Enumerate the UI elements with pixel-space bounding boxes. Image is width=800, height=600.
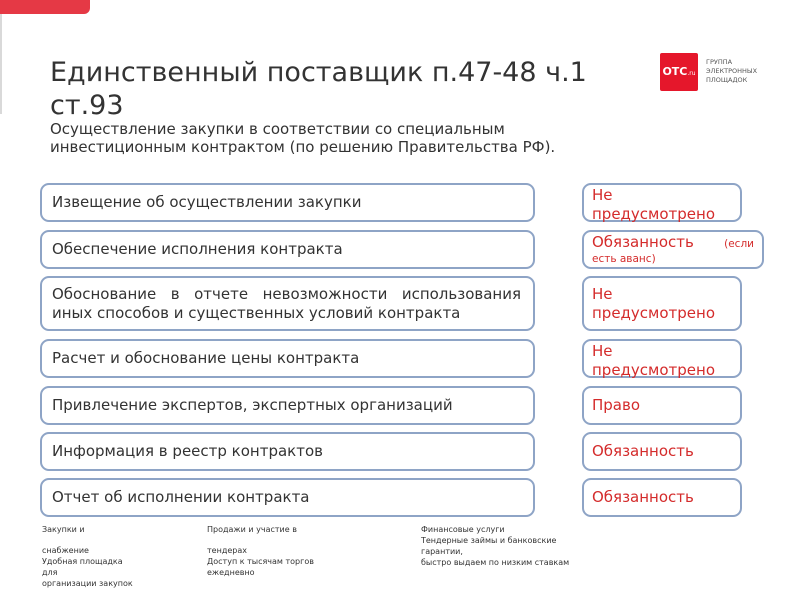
footer-sales-line4: ежедневно xyxy=(207,568,255,577)
requirement-item-execution-report xyxy=(40,478,535,517)
status-text: Не предусмотрено xyxy=(592,342,716,379)
requirement-label: Извещение об осуществлении закупки xyxy=(52,193,362,211)
footer-finance-line1: Финансовые услуги xyxy=(421,525,505,534)
status-text: Обязанность xyxy=(592,442,694,460)
logo-caption-line3: ПЛОЩАДОК xyxy=(706,76,748,84)
footer-sales-line2: тендерах xyxy=(207,546,247,555)
logo-caption-line2: ЭЛЕКТРОННЫХ xyxy=(706,67,758,75)
requirement-label: Обоснование в отчете невозможности использования иных способов и существенных условий контракта xyxy=(52,284,521,322)
requirement-item-experts xyxy=(40,386,535,425)
footer-procurement-line2: снабжение xyxy=(42,546,89,555)
logo-mark-suffix: .ru xyxy=(687,70,696,77)
status-text: Обязанность xyxy=(592,488,694,506)
corner-accent-tab xyxy=(0,0,90,14)
requirement-item-performance-security xyxy=(40,230,535,269)
footer-procurement-line4: для xyxy=(42,568,58,577)
logo-caption xyxy=(706,58,786,85)
requirement-item-contract-registry xyxy=(40,432,535,471)
status-text: Обязанность xyxy=(592,233,694,251)
logo-mark-text: ОТС xyxy=(662,65,688,78)
status-notice xyxy=(582,183,742,222)
footer-finance xyxy=(421,524,621,568)
logo-caption-line1: ГРУППА xyxy=(706,58,733,66)
footer-procurement-line1: Закупки и xyxy=(42,525,85,534)
footer-sales xyxy=(207,524,377,578)
requirement-label: Отчет об исполнении контракта xyxy=(52,488,310,506)
footer-sales-line1: Продажи и участие в xyxy=(207,525,297,534)
requirement-item-justification xyxy=(40,276,535,331)
slide-title: Единственный поставщик п.47-48 ч.1 ст.93 xyxy=(50,57,587,121)
side-divider xyxy=(0,14,2,114)
footer-finance-line2: Тендерные займы и банковские xyxy=(421,536,557,545)
status-performance-security xyxy=(582,230,764,269)
requirement-label: Информация в реестр контрактов xyxy=(52,442,323,460)
requirement-item-notice xyxy=(40,183,535,222)
footer-finance-line4: быстро выдаем по низким ставкам xyxy=(421,558,570,567)
ots-logo xyxy=(660,53,780,91)
status-price-calculation xyxy=(582,339,742,378)
status-text: Право xyxy=(592,396,641,414)
requirement-item-price-calculation xyxy=(40,339,535,378)
status-contract-registry xyxy=(582,432,742,471)
footer-sales-line3: Доступ к тысячам торгов xyxy=(207,557,314,566)
status-text: Не предусмотрено xyxy=(592,186,716,223)
ots-logo-mark xyxy=(660,53,698,91)
status-note: (если xyxy=(724,238,754,250)
slide-subtitle: Осуществление закупки в соответствии со специальным инвестиционным контрактом (по решению Правительства РФ). xyxy=(50,120,556,156)
status-text: Не предусмотрено xyxy=(592,284,716,322)
status-note-continued: есть аванс) xyxy=(592,253,656,265)
footer-finance-line3: гарантии, xyxy=(421,547,463,556)
status-justification xyxy=(582,276,742,331)
requirement-label: Обеспечение исполнения контракта xyxy=(52,240,343,258)
status-execution-report xyxy=(582,478,742,517)
requirement-label: Расчет и обоснование цены контракта xyxy=(52,349,360,367)
footer-procurement-line5: организации закупок xyxy=(42,579,133,588)
footer-procurement-line3: Удобная площадка xyxy=(42,557,123,566)
requirement-label: Привлечение экспертов, экспертных организаций xyxy=(52,396,453,414)
footer-procurement xyxy=(42,524,192,589)
status-experts xyxy=(582,386,742,425)
